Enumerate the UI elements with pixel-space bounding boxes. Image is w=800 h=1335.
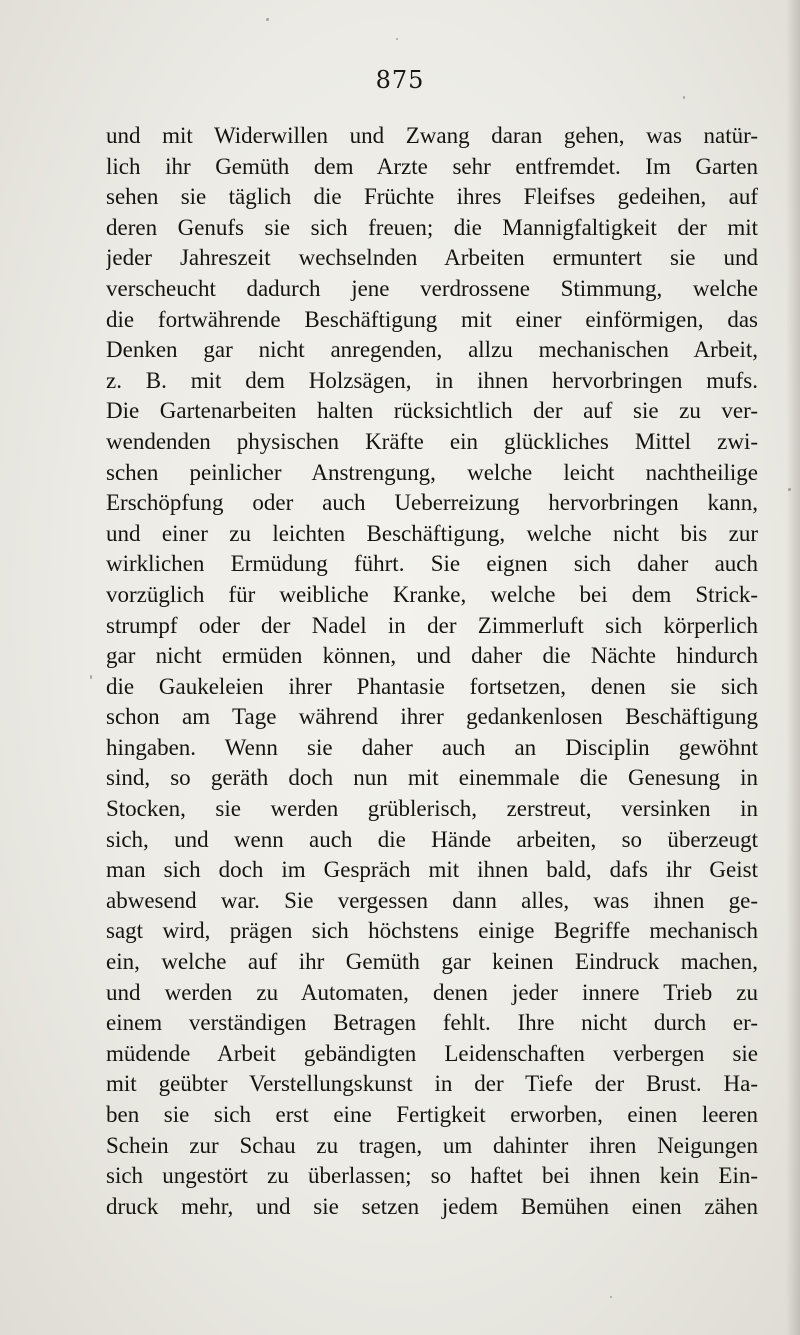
paper-speck bbox=[610, 1296, 612, 1298]
text-line: Schein zur Schau zu tragen, um dahinter ihren Neigungen bbox=[106, 1132, 758, 1158]
paper-speck bbox=[90, 675, 92, 679]
text-line: Die Gartenarbeiten halten rücksichtlich der auf sie zu ver- bbox=[106, 398, 758, 424]
paper-speck bbox=[396, 38, 398, 40]
paper-speck bbox=[266, 18, 269, 21]
text-line: wendenden physischen Kräfte ein glückliches Mittel zwi- bbox=[106, 428, 758, 454]
text-line: hingaben. Wenn sie daher auch an Disciplin gewöhnt bbox=[106, 734, 758, 760]
text-line: abwesend war. Sie vergessen dann alles, was ihnen ge- bbox=[106, 887, 758, 913]
text-line: schon am Tage während ihrer gedankenlosen Beschäftigung bbox=[106, 704, 758, 730]
text-line: die fortwährende Beschäftigung mit einer einförmigen, das bbox=[106, 306, 758, 332]
text-line: sind, so geräth doch nun mit einemmale die Genesung in bbox=[106, 765, 758, 791]
text-line: und einer zu leichten Beschäftigung, welche nicht bis zur bbox=[106, 520, 758, 546]
text-line: die Gaukeleien ihrer Phantasie fortsetzen, denen sie sich bbox=[106, 673, 758, 699]
paper-speck bbox=[683, 96, 685, 99]
text-line: Erschöpfung oder auch Ueberreizung hervorbringen kann, bbox=[106, 490, 758, 516]
text-line: lich ihr Gemüth dem Arzte sehr entfremdet. Im Garten bbox=[106, 153, 758, 179]
text-line: und werden zu Automaten, denen jeder innere Trieb zu bbox=[106, 979, 758, 1005]
text-line: mit geübter Verstellungskunst in der Tiefe der Brust. Ha- bbox=[106, 1071, 758, 1097]
text-line: sich ungestört zu überlassen; so haftet bei ihnen kein Ein- bbox=[106, 1163, 758, 1189]
page-number: 875 bbox=[375, 66, 425, 94]
text-line: sich, und wenn auch die Hände arbeiten, so überzeugt bbox=[106, 826, 758, 852]
text-line: sehen sie täglich die Früchte ihres Fleifses gedeihen, auf bbox=[106, 184, 758, 210]
text-line: einem verständigen Betragen fehlt. Ihre nicht durch er- bbox=[106, 1010, 758, 1036]
text-line: wirklichen Ermüdung führt. Sie eignen sich daher auch bbox=[106, 551, 758, 577]
text-line: verscheucht dadurch jene verdrossene Stimmung, welche bbox=[106, 275, 758, 301]
text-line: vorzüglich für weibliche Kranke, welche bei dem Strick- bbox=[106, 581, 758, 607]
page-edge-shadow bbox=[786, 0, 800, 1335]
text-line: jeder Jahreszeit wechselnden Arbeiten ermuntert sie und bbox=[106, 245, 758, 271]
text-line: sagt wird, prägen sich höchstens einige Begriffe mechanisch bbox=[106, 918, 758, 944]
paper-speck bbox=[788, 488, 791, 491]
body-text bbox=[106, 121, 758, 1222]
text-line: schen peinlicher Anstrengung, welche leicht nachtheilige bbox=[106, 459, 758, 485]
text-line: man sich doch im Gespräch mit ihnen bald, dafs ihr Geist bbox=[106, 857, 758, 883]
text-line: ein, welche auf ihr Gemüth gar keinen Eindruck machen, bbox=[106, 949, 758, 975]
text-line: Denken gar nicht anregenden, allzu mechanischen Arbeit, bbox=[106, 337, 758, 363]
text-line: gar nicht ermüden können, und daher die Nächte hindurch bbox=[106, 643, 758, 669]
text-line: Stocken, sie werden grüblerisch, zerstreut, versinken in bbox=[106, 796, 758, 822]
text-line: ben sie sich erst eine Fertigkeit erworben, einen leeren bbox=[106, 1102, 758, 1127]
text-line: druck mehr, und sie setzen jedem Bemühen einen zähen bbox=[106, 1193, 758, 1219]
text-line: und mit Widerwillen und Zwang daran gehen, was natür- bbox=[106, 123, 758, 148]
text-line: deren Genufs sie sich freuen; die Mannigfaltigkeit der mit bbox=[106, 214, 758, 240]
text-line: müdende Arbeit gebändigten Leidenschaften verbergen sie bbox=[106, 1040, 758, 1066]
text-line: strumpf oder der Nadel in der Zimmerluft sich körperlich bbox=[106, 612, 758, 638]
text-line: z. B. mit dem Holzsägen, in ihnen hervorbringen mufs. bbox=[106, 367, 758, 393]
